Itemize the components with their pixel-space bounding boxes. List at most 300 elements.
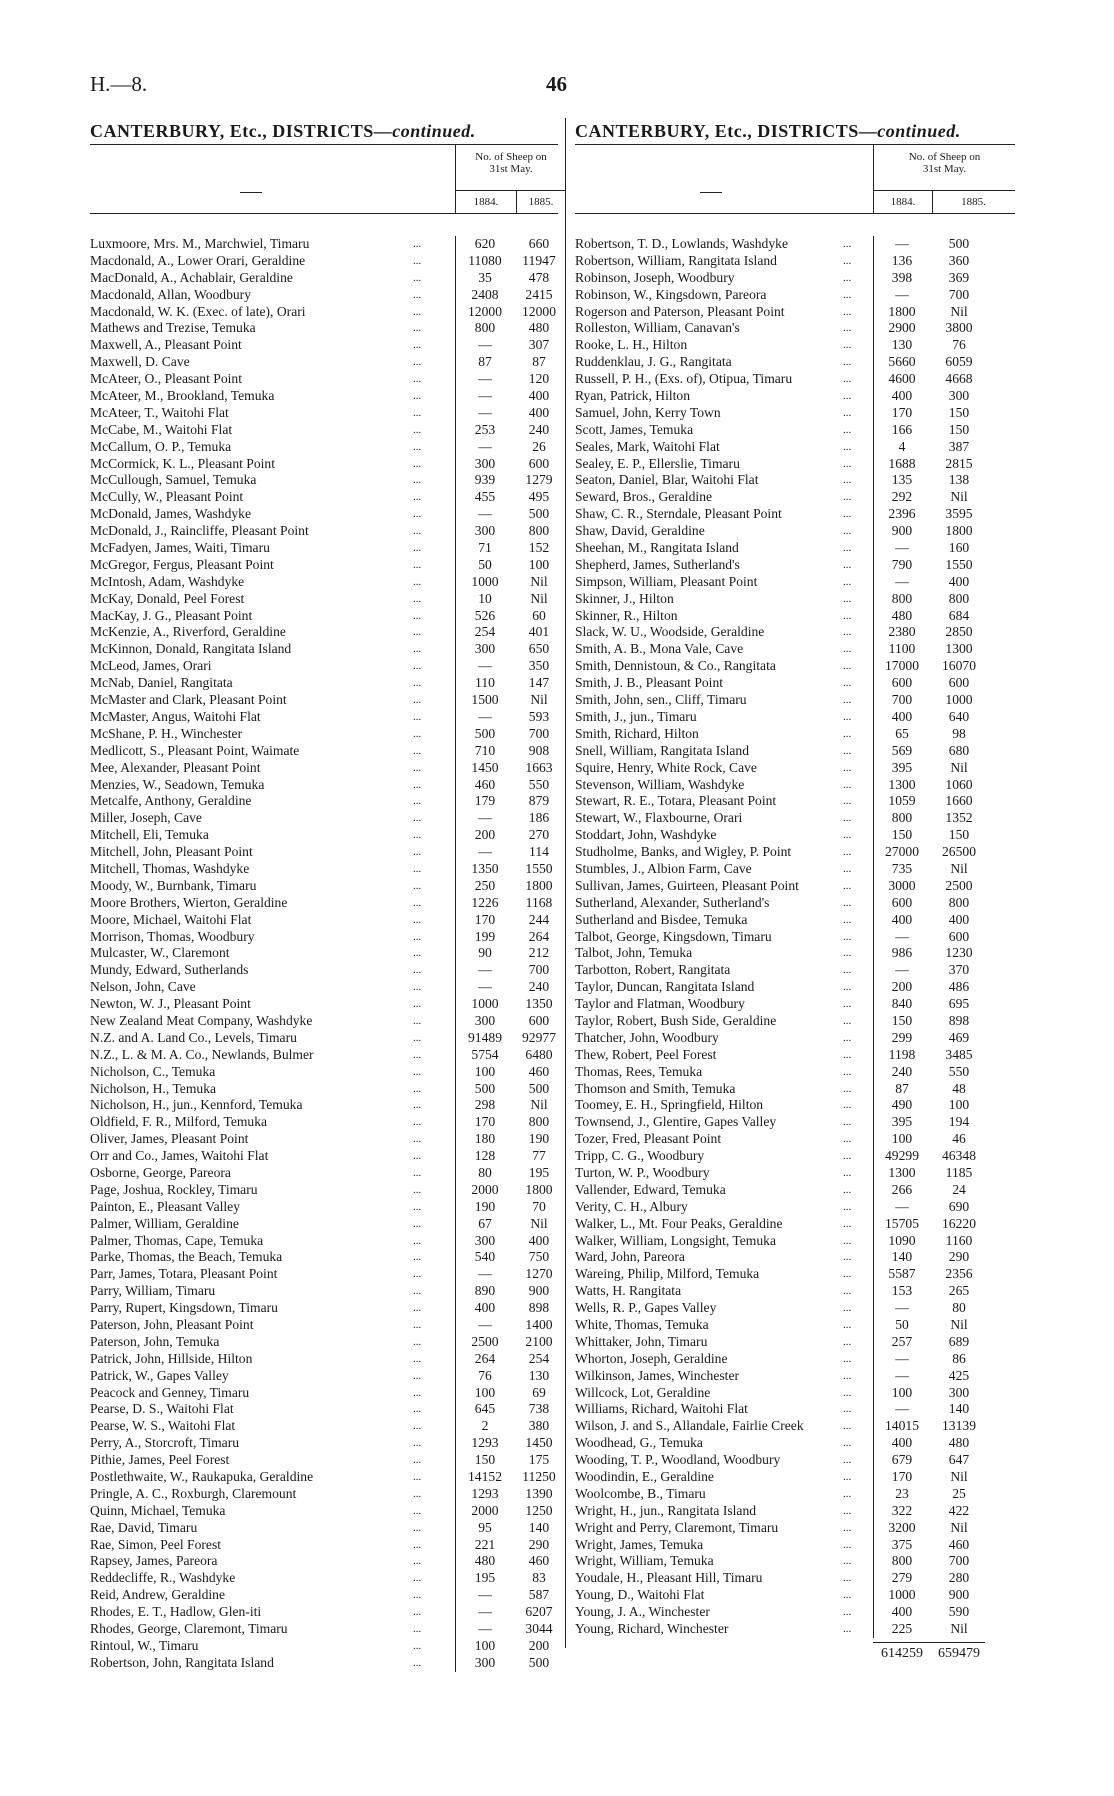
owner-name: Menzies, W., Seadown, Temuka bbox=[90, 776, 265, 792]
sheep-1885: 660 bbox=[528, 236, 550, 251]
table-row bbox=[575, 1452, 1015, 1469]
owner-name: Mulcaster, W., Claremont bbox=[90, 945, 230, 961]
sheep-1885: 265 bbox=[948, 1283, 970, 1299]
sheep-1884: 645 bbox=[474, 1401, 496, 1417]
table-row bbox=[90, 608, 558, 625]
sheep-1885: 194 bbox=[948, 1114, 970, 1130]
sheep-1885: 1350 bbox=[525, 996, 553, 1012]
sheep-1885: 46 bbox=[952, 1131, 966, 1147]
sheep-1884: 1100 bbox=[888, 641, 916, 657]
leader-dots: ... bbox=[413, 1099, 422, 1112]
sheep-1885: 3044 bbox=[525, 1621, 553, 1637]
sheep-1885: 695 bbox=[948, 996, 970, 1012]
leader-dots: ... bbox=[843, 660, 852, 673]
leader-dots: ... bbox=[413, 440, 422, 453]
sheep-1885: Nil bbox=[950, 1317, 968, 1332]
sheep-1884: 398 bbox=[891, 269, 913, 285]
owner-name: Robertson, John, Rangitata Island bbox=[90, 1654, 274, 1670]
owner-name: Rapsey, James, Pareora bbox=[90, 1553, 218, 1569]
sheep-1885: 425 bbox=[948, 1367, 970, 1383]
table-row bbox=[575, 405, 1015, 422]
table-row bbox=[90, 658, 558, 675]
sheep-1885: 100 bbox=[528, 556, 550, 572]
table-row bbox=[90, 675, 558, 692]
table-row bbox=[575, 1064, 1015, 1081]
sheep-1885: 387 bbox=[948, 438, 970, 454]
sheep-1884: 2000 bbox=[471, 1181, 499, 1197]
owner-name: Talbot, George, Kingsdown, Timaru bbox=[575, 928, 772, 944]
table-row bbox=[575, 1148, 1015, 1165]
sheep-1885: 1168 bbox=[525, 894, 553, 910]
sheep-1885: 100 bbox=[948, 1097, 970, 1113]
table-row bbox=[575, 574, 1015, 591]
table-row bbox=[575, 1283, 1015, 1300]
leader-dots: ... bbox=[843, 1200, 852, 1213]
owner-name: Williams, Richard, Waitohi Flat bbox=[575, 1401, 748, 1417]
sheep-1884: 257 bbox=[891, 1333, 913, 1349]
owner-name: Smith, John, sen., Cliff, Timaru bbox=[575, 692, 747, 708]
leader-dots: ... bbox=[843, 1251, 852, 1264]
owner-name: Stevenson, William, Washdyke bbox=[575, 776, 745, 792]
sheep-1885: 86 bbox=[952, 1350, 966, 1366]
owner-name: Metcalfe, Anthony, Geraldine bbox=[90, 793, 252, 809]
sheep-1885: 76 bbox=[952, 337, 966, 353]
owner-name: Mathews and Trezise, Temuka bbox=[90, 320, 256, 336]
owner-name: White, Thomas, Temuka bbox=[575, 1317, 709, 1332]
owner-name: Russell, P. H., (Exs. of), Otipua, Timaru bbox=[575, 371, 793, 387]
owner-name: Maxwell, D. Cave bbox=[90, 354, 190, 370]
table-row bbox=[90, 1317, 558, 1334]
sheep-1885: 900 bbox=[528, 1283, 550, 1299]
sheep-1884: 199 bbox=[474, 928, 496, 944]
sheep-1884: 890 bbox=[474, 1283, 496, 1299]
owner-name: Smith, J., jun., Timaru bbox=[575, 708, 697, 724]
table-row bbox=[90, 878, 558, 895]
sheep-1884: 2000 bbox=[471, 1502, 499, 1518]
owner-name: Woodindin, E., Geraldine bbox=[575, 1469, 714, 1485]
leader-dots: ... bbox=[413, 322, 422, 335]
table-row bbox=[575, 557, 1015, 574]
sheep-1885: 360 bbox=[948, 252, 970, 268]
owner-name: Wright, H., jun., Rangitata Island bbox=[575, 1502, 757, 1518]
table-row bbox=[90, 1368, 558, 1385]
owner-name: Wilson, J. and S., Allandale, Fairlie Creek bbox=[575, 1418, 804, 1434]
owner-name: Rolleston, William, Canavan's bbox=[575, 320, 740, 336]
sheep-1884: 253 bbox=[474, 421, 496, 437]
table-row bbox=[90, 270, 558, 287]
leader-dots: ... bbox=[413, 1386, 422, 1399]
leader-dots: ... bbox=[413, 305, 422, 318]
sheep-1885: 6059 bbox=[945, 354, 973, 370]
leader-dots: ... bbox=[413, 1487, 422, 1500]
owner-name: New Zealand Meat Company, Washdyke bbox=[90, 1012, 313, 1028]
sheep-1884: 939 bbox=[474, 472, 496, 488]
table-row bbox=[90, 472, 558, 489]
sheep-1885: 2415 bbox=[525, 286, 553, 302]
table-row bbox=[575, 1553, 1015, 1570]
sheep-1884: 400 bbox=[891, 708, 913, 724]
owner-name: Moore, Michael, Waitohi Flat bbox=[90, 911, 252, 927]
sheep-1884: 87 bbox=[895, 1080, 909, 1096]
sheep-1884: 166 bbox=[891, 421, 913, 437]
table-row bbox=[575, 1199, 1015, 1216]
sheep-1884: 100 bbox=[474, 1063, 496, 1079]
table-row bbox=[575, 1385, 1015, 1402]
leader-dots: ... bbox=[413, 879, 422, 892]
sheep-1884: 150 bbox=[891, 827, 913, 843]
sheep-1885: 400 bbox=[948, 911, 970, 927]
leader-dots: ... bbox=[413, 812, 422, 825]
sheep-1885: 908 bbox=[528, 742, 550, 758]
table-row bbox=[90, 810, 558, 827]
sheep-1884: — bbox=[895, 540, 909, 556]
sheep-1885: 12000 bbox=[522, 303, 556, 319]
sheep-1885: 1550 bbox=[945, 556, 973, 572]
sheep-1884: 600 bbox=[891, 675, 913, 691]
leader-dots: ... bbox=[413, 271, 422, 284]
sheep-1884: — bbox=[478, 1266, 492, 1282]
table-row bbox=[90, 1334, 558, 1351]
leader-dots: ... bbox=[413, 575, 422, 588]
sheep-1885: 3595 bbox=[945, 506, 973, 522]
sheep-1885: 700 bbox=[948, 1553, 970, 1569]
sheep-1884: 710 bbox=[474, 742, 496, 758]
owner-name: Oliver, James, Pleasant Point bbox=[90, 1131, 249, 1147]
leader-dots: ... bbox=[413, 1065, 422, 1078]
table-row bbox=[575, 253, 1015, 270]
sheep-1885: 140 bbox=[948, 1401, 970, 1417]
table-row bbox=[90, 1064, 558, 1081]
table-row bbox=[90, 1638, 558, 1655]
table-row bbox=[90, 1401, 558, 1418]
sheep-1884: — bbox=[478, 388, 492, 404]
owner-name: Reid, Andrew, Geraldine bbox=[90, 1587, 226, 1603]
leader-dots: ... bbox=[413, 1454, 422, 1467]
owner-name: Sealey, E. P., Ellerslie, Timaru bbox=[575, 455, 740, 471]
sheep-1884: — bbox=[478, 962, 492, 978]
sheep-1884: 90 bbox=[478, 945, 492, 961]
table-row bbox=[90, 1520, 558, 1537]
owner-name: Patrick, John, Hillside, Hilton bbox=[90, 1350, 253, 1366]
owner-name: Whittaker, John, Timaru bbox=[575, 1333, 708, 1349]
leader-dots: ... bbox=[413, 592, 422, 605]
table-row bbox=[575, 287, 1015, 304]
sheep-1884: 400 bbox=[891, 1435, 913, 1451]
sheep-1885: 307 bbox=[528, 337, 550, 353]
table-row bbox=[575, 371, 1015, 388]
left-column-title: CANTERBURY, Etc., DISTRICTS—continued. bbox=[90, 121, 476, 141]
table-row bbox=[575, 1030, 1015, 1047]
owner-name: McLeod, James, Orari bbox=[90, 658, 212, 674]
sheep-1884: — bbox=[478, 708, 492, 724]
leader-dots: ... bbox=[843, 508, 852, 521]
sheep-1885: 240 bbox=[528, 979, 550, 995]
sheep-1885: 140 bbox=[528, 1519, 550, 1535]
left-column bbox=[90, 118, 558, 1672]
totals-row bbox=[575, 1642, 1015, 1664]
sheep-1885: 195 bbox=[528, 1164, 550, 1180]
sheep-1884: 800 bbox=[891, 810, 913, 826]
sheep-1885: 6480 bbox=[525, 1046, 553, 1062]
owner-name: Pringle, A. C., Roxburgh, Claremount bbox=[90, 1485, 297, 1501]
value-column-rule bbox=[455, 236, 456, 1672]
leader-dots: ... bbox=[413, 643, 422, 656]
sheep-1884: 14152 bbox=[468, 1469, 502, 1485]
leader-dots: ... bbox=[413, 390, 422, 403]
table-row bbox=[90, 1655, 558, 1672]
sheep-1884: 2500 bbox=[471, 1333, 499, 1349]
sheep-1885: 460 bbox=[948, 1536, 970, 1552]
leader-dots: ... bbox=[843, 238, 852, 250]
leader-dots: ... bbox=[843, 271, 852, 284]
leader-dots: ... bbox=[843, 812, 852, 825]
table-row bbox=[90, 1587, 558, 1604]
total-1884: 614259 bbox=[881, 1645, 923, 1661]
leader-dots: ... bbox=[413, 1285, 422, 1298]
table-row bbox=[90, 743, 558, 760]
sheep-1884: 395 bbox=[891, 759, 913, 775]
sheep-1885: 120 bbox=[528, 371, 550, 387]
owner-name: Sutherland, Alexander, Sutherland's bbox=[575, 894, 770, 910]
sheep-1884: — bbox=[478, 1604, 492, 1620]
sheep-1885: Nil bbox=[950, 303, 968, 319]
owner-name: Young, D., Waitohi Flat bbox=[575, 1587, 705, 1603]
sheep-1885: 175 bbox=[528, 1452, 550, 1468]
leader-dots: ... bbox=[843, 846, 852, 859]
table-row bbox=[90, 1486, 558, 1503]
sheep-1884: 130 bbox=[891, 337, 913, 353]
owner-name: Pearse, W. S., Waitohi Flat bbox=[90, 1418, 236, 1434]
owner-name: Wells, R. P., Gapes Valley bbox=[575, 1300, 717, 1316]
sheep-1884: 1800 bbox=[888, 303, 916, 319]
sheep-1884: 1450 bbox=[471, 759, 499, 775]
leader-dots: ... bbox=[413, 694, 422, 707]
table-row bbox=[575, 1435, 1015, 1452]
sheep-1884: 322 bbox=[891, 1502, 913, 1518]
leader-dots: ... bbox=[843, 609, 852, 622]
sheep-1885: 150 bbox=[948, 404, 970, 420]
sheep-1884: 1000 bbox=[471, 996, 499, 1012]
sheep-1884: 500 bbox=[474, 725, 496, 741]
leader-dots: ... bbox=[413, 1623, 422, 1636]
sheep-1885: 24 bbox=[952, 1181, 966, 1197]
sheep-1885: 370 bbox=[948, 962, 970, 978]
owner-name: Willcock, Lot, Geraldine bbox=[575, 1384, 711, 1400]
leader-dots: ... bbox=[413, 1656, 422, 1669]
sheep-1885: 400 bbox=[528, 388, 550, 404]
sheep-1884: 900 bbox=[891, 523, 913, 539]
sheep-1885: 495 bbox=[528, 489, 550, 505]
table-row bbox=[575, 506, 1015, 523]
sheep-1884: 100 bbox=[474, 1637, 496, 1653]
owner-name: Townsend, J., Glentire, Gapes Valley bbox=[575, 1114, 777, 1130]
sheep-1884: 1293 bbox=[471, 1435, 499, 1451]
sheep-1884: 3000 bbox=[888, 877, 916, 893]
leader-dots: ... bbox=[843, 795, 852, 808]
table-row bbox=[575, 1537, 1015, 1554]
table-row bbox=[575, 810, 1015, 827]
owner-name: Page, Joshua, Rockley, Timaru bbox=[90, 1181, 258, 1197]
table-row bbox=[90, 1030, 558, 1047]
leader-dots: ... bbox=[413, 761, 422, 774]
sheep-1885: 46348 bbox=[942, 1148, 976, 1164]
table-row bbox=[575, 692, 1015, 709]
sheep-1885: Nil bbox=[950, 1519, 968, 1535]
sheep-1885: 26 bbox=[532, 438, 546, 454]
sheep-1884: 180 bbox=[474, 1131, 496, 1147]
leader-dots: ... bbox=[413, 1538, 422, 1551]
table-row bbox=[575, 777, 1015, 794]
sheep-1884: 76 bbox=[478, 1367, 492, 1383]
table-row bbox=[575, 1317, 1015, 1334]
sheep-1884: 1293 bbox=[471, 1485, 499, 1501]
owner-name: N.Z. and A. Land Co., Levels, Timaru bbox=[90, 1029, 297, 1045]
sheep-1885: 593 bbox=[528, 708, 550, 724]
owner-name: McMaster and Clark, Pleasant Point bbox=[90, 692, 287, 708]
sheep-1885: 469 bbox=[948, 1029, 970, 1045]
leader-dots: ... bbox=[843, 1319, 852, 1331]
owner-name: McMaster, Angus, Waitohi Flat bbox=[90, 708, 261, 724]
table-row bbox=[575, 337, 1015, 354]
table-row bbox=[90, 320, 558, 337]
left-table-header bbox=[90, 144, 558, 214]
sheep-1885: 486 bbox=[948, 979, 970, 995]
owner-name: Macdonald, A., Lower Orari, Geraldine bbox=[90, 252, 306, 268]
table-row bbox=[90, 422, 558, 439]
owner-name: Orr and Co., James, Waitohi Flat bbox=[90, 1148, 269, 1164]
owner-name: McAteer, O., Pleasant Point bbox=[90, 371, 242, 387]
owner-name: Tripp, C. G., Woodbury bbox=[575, 1148, 705, 1164]
page-number: 46 bbox=[546, 72, 567, 96]
table-row bbox=[90, 253, 558, 270]
owner-name: Rhodes, George, Claremont, Timaru bbox=[90, 1621, 288, 1637]
sheep-1884: 1688 bbox=[888, 455, 916, 471]
sheep-1885: Nil bbox=[530, 1097, 548, 1113]
sheep-1885: 600 bbox=[528, 1012, 550, 1028]
table-row bbox=[575, 1182, 1015, 1199]
sheep-1884: 540 bbox=[474, 1249, 496, 1265]
sheep-1884: 480 bbox=[474, 1553, 496, 1569]
year-1884-header: 1884. bbox=[874, 190, 932, 213]
leader-dots: ... bbox=[843, 1420, 852, 1433]
leader-dots: ... bbox=[843, 1352, 852, 1365]
sheep-1884: 300 bbox=[474, 1654, 496, 1670]
table-row bbox=[90, 304, 558, 321]
owner-name: Smith, A. B., Mona Vale, Cave bbox=[575, 641, 744, 657]
owner-name: Paterson, John, Pleasant Point bbox=[90, 1317, 254, 1332]
owner-name: Patrick, W., Gapes Valley bbox=[90, 1367, 229, 1383]
sheep-1884: — bbox=[895, 962, 909, 978]
leader-dots: ... bbox=[843, 322, 852, 335]
table-row bbox=[90, 777, 558, 794]
sheep-1884: 23 bbox=[895, 1485, 909, 1501]
sheep-1885: 460 bbox=[528, 1553, 550, 1569]
owner-name: Mee, Alexander, Pleasant Point bbox=[90, 759, 261, 775]
table-row bbox=[90, 1469, 558, 1486]
owner-name: Medlicott, S., Pleasant Point, Waimate bbox=[90, 742, 300, 758]
sheep-1885: 77 bbox=[532, 1148, 546, 1164]
sheep-1884: 65 bbox=[895, 725, 909, 741]
leader-dots: ... bbox=[843, 981, 852, 994]
owner-name: Thatcher, John, Woodbury bbox=[575, 1029, 719, 1045]
sheep-1885: 87 bbox=[532, 354, 546, 370]
sheep-1885: 2356 bbox=[945, 1266, 973, 1282]
table-row bbox=[90, 726, 558, 743]
sheep-1885: 1663 bbox=[525, 759, 553, 775]
leader-dots: ... bbox=[843, 1285, 852, 1298]
table-row bbox=[575, 1165, 1015, 1182]
sheep-1884: 300 bbox=[474, 523, 496, 539]
table-row bbox=[575, 979, 1015, 996]
sheep-1885: 550 bbox=[528, 776, 550, 792]
table-row bbox=[90, 439, 558, 456]
leader-dots: ... bbox=[843, 474, 852, 487]
owner-name: Wright, William, Temuka bbox=[575, 1553, 714, 1569]
sheep-1885: Nil bbox=[950, 489, 968, 505]
sheep-1884: 480 bbox=[891, 607, 913, 623]
table-row bbox=[575, 1587, 1015, 1604]
leader-dots: ... bbox=[843, 575, 852, 588]
table-row bbox=[90, 287, 558, 304]
sheep-1884: — bbox=[895, 928, 909, 944]
sheep-1885: Nil bbox=[530, 590, 548, 606]
sheep-1885: 290 bbox=[528, 1536, 550, 1552]
sheep-1884: 460 bbox=[474, 776, 496, 792]
leader-dots: ... bbox=[843, 947, 852, 960]
sheep-1884: 50 bbox=[895, 1317, 909, 1332]
sheep-1885: 69 bbox=[532, 1384, 546, 1400]
table-row bbox=[90, 929, 558, 946]
table-row bbox=[90, 1148, 558, 1165]
sheep-1885: 25 bbox=[952, 1485, 966, 1501]
sheep-1885: 700 bbox=[528, 962, 550, 978]
sheep-1885: 300 bbox=[948, 1384, 970, 1400]
sheep-1885: 680 bbox=[948, 742, 970, 758]
sheep-1884: — bbox=[478, 1621, 492, 1637]
sheep-1884: — bbox=[478, 658, 492, 674]
table-row bbox=[90, 1097, 558, 1114]
sheep-1884: 200 bbox=[891, 979, 913, 995]
owner-name: Verity, C. H., Albury bbox=[575, 1198, 688, 1214]
table-row bbox=[575, 456, 1015, 473]
owner-name: Sullivan, James, Guirteen, Pleasant Point bbox=[575, 877, 799, 893]
leader-dots: ... bbox=[843, 356, 852, 369]
sheep-1885: 1390 bbox=[525, 1485, 553, 1501]
owner-name: Youdale, H., Pleasant Hill, Timaru bbox=[575, 1570, 763, 1586]
leader-dots: ... bbox=[413, 373, 422, 386]
sheep-1885: 254 bbox=[528, 1350, 550, 1366]
table-row bbox=[90, 1537, 558, 1554]
owner-name: Smith, Dennistoun, & Co., Rangitata bbox=[575, 658, 776, 674]
table-row bbox=[90, 1165, 558, 1182]
owner-name: Parr, James, Totara, Pleasant Point bbox=[90, 1266, 278, 1282]
table-row bbox=[90, 793, 558, 810]
leader-dots: ... bbox=[843, 710, 852, 723]
leader-dots: ... bbox=[413, 1420, 422, 1433]
leader-dots: ... bbox=[843, 1471, 852, 1484]
leader-dots: ... bbox=[843, 1386, 852, 1399]
leader-dots: ... bbox=[843, 1538, 852, 1551]
table-row bbox=[575, 1081, 1015, 1098]
leader-dots: ... bbox=[413, 423, 422, 436]
sheep-1884: 1198 bbox=[888, 1046, 916, 1062]
sheep-1884: 800 bbox=[891, 1553, 913, 1569]
sheep-1885: 6207 bbox=[525, 1604, 553, 1620]
leader-dots: ... bbox=[843, 677, 852, 690]
leader-dots: ... bbox=[413, 1589, 422, 1602]
sheep-count-header: No. of Sheep on 31st May. 1884. 1885. bbox=[873, 145, 1015, 213]
owner-name: Luxmoore, Mrs. M., Marchwiel, Timaru bbox=[90, 236, 310, 251]
